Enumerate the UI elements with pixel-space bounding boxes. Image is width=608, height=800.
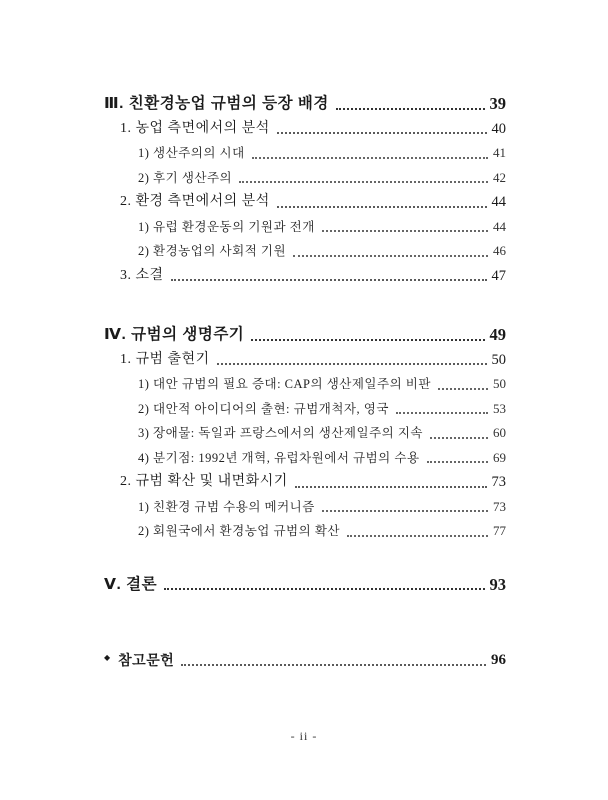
- toc-entry-page: 44: [493, 218, 506, 234]
- toc-entry-page: 46: [493, 243, 506, 258]
- toc-entry-page: 40: [491, 120, 506, 137]
- dot-leader: [251, 339, 484, 341]
- toc-entry-label: 1) 생산주의의 시대: [138, 146, 245, 160]
- toc-entry-label: 2) 후기 생산주의: [138, 170, 233, 185]
- page-number-footer: - ii -: [290, 729, 318, 743]
- toc-entry-page: 44: [491, 194, 506, 210]
- diamond-bullet-icon: ◆: [104, 653, 111, 662]
- toc-entry-section-3: [104, 92, 506, 117]
- toc-entry-section-4: [104, 323, 506, 348]
- toc-entry: [138, 141, 506, 166]
- toc-entry-label: 2) 회원국에서 환경농업 규범의 확산: [138, 524, 340, 538]
- toc-entry-page: 93: [489, 574, 506, 594]
- dot-leader: [322, 230, 488, 232]
- toc-entry-page: 73: [493, 498, 506, 514]
- toc-entry: [138, 495, 506, 520]
- dot-leader: [217, 363, 487, 365]
- toc-entry-page: 69: [493, 449, 506, 465]
- toc-entry: [138, 372, 506, 397]
- dot-leader: [347, 535, 488, 537]
- toc-entry: [120, 117, 506, 142]
- dot-leader: [430, 437, 488, 439]
- toc-entry-page: 50: [491, 351, 506, 368]
- dot-leader: [427, 461, 488, 463]
- toc-entry-label: 1. 규범 출현기: [120, 351, 210, 367]
- toc-entry-page: 49: [489, 325, 506, 344]
- toc-entry-label: 1) 친환경 규범 수용의 메커니즘: [138, 499, 315, 514]
- dot-leader: [252, 157, 488, 159]
- toc-entry: [120, 264, 506, 289]
- toc-entry-label: 1. 농업 측면에서의 분석: [120, 120, 270, 136]
- toc-entry-page: 39: [489, 94, 506, 113]
- toc-entry-page: 96: [491, 652, 506, 668]
- toc-entry-page: 41: [493, 145, 506, 160]
- toc-entry-label: 3. 소결: [120, 267, 164, 283]
- toc-entry: [138, 397, 506, 422]
- dot-leader: [438, 388, 488, 390]
- dot-leader: [295, 486, 487, 488]
- toc-entry-label: 참고문헌: [118, 652, 175, 668]
- toc-entry-page: 73: [491, 474, 506, 490]
- toc-entry-page: 50: [493, 376, 506, 391]
- dot-leader: [396, 412, 488, 414]
- dot-leader: [293, 255, 488, 257]
- toc-entry-label: Ⅲ. 친환경농업 규범의 등장 배경: [104, 95, 329, 112]
- toc-entry-label: Ⅴ. 결론: [104, 575, 158, 593]
- toc-entry: [138, 215, 506, 240]
- toc-entry-references: [104, 646, 506, 673]
- dot-leader: [336, 108, 485, 110]
- toc-entry: [138, 239, 506, 264]
- toc-entry-label: 2) 환경농업의 사회적 기원: [138, 244, 287, 258]
- toc-entry-label: 2. 환경 측면에서의 분석: [120, 194, 270, 209]
- dot-leader: [164, 588, 484, 590]
- toc-entry-label: 2. 규범 확산 및 내면화시기: [120, 474, 288, 489]
- toc-entry-page: 77: [493, 523, 506, 538]
- toc-entry: [120, 470, 506, 495]
- toc-entry-label: 2) 대안적 아이디어의 출현: 규범개척자, 영국: [138, 401, 389, 416]
- toc-entry-page: 60: [493, 425, 506, 440]
- toc-entry-page: 53: [493, 400, 506, 416]
- toc-entry: [138, 421, 506, 446]
- dot-leader: [181, 664, 486, 666]
- toc-entry-label: 4) 분기점: 1992년 개혁, 유럽차원에서 규범의 수용: [138, 450, 420, 465]
- toc-entry-section-5: [104, 573, 506, 598]
- dot-leader: [322, 510, 488, 512]
- toc-entry: [120, 190, 506, 215]
- toc-entry-label: Ⅳ. 규범의 생명주기: [104, 326, 245, 343]
- toc-entry-page: 47: [491, 267, 506, 284]
- dot-leader: [239, 181, 488, 183]
- toc-entry: [138, 519, 506, 544]
- toc-entry-label: 1) 유럽 환경운동의 기원과 전개: [138, 219, 315, 234]
- toc-entry: [138, 166, 506, 191]
- dot-leader: [277, 132, 487, 134]
- toc-entry-label: 1) 대안 규범의 필요 증대: CAP의 생산제일주의 비판: [138, 377, 431, 391]
- dot-leader: [277, 206, 487, 208]
- dot-leader: [171, 279, 487, 281]
- toc-entry-label: 3) 장애물: 독일과 프랑스에서의 생산제일주의 지속: [138, 426, 424, 440]
- toc-entry: [120, 348, 506, 373]
- toc-entry-page: 42: [493, 169, 506, 185]
- toc-entry: [138, 446, 506, 471]
